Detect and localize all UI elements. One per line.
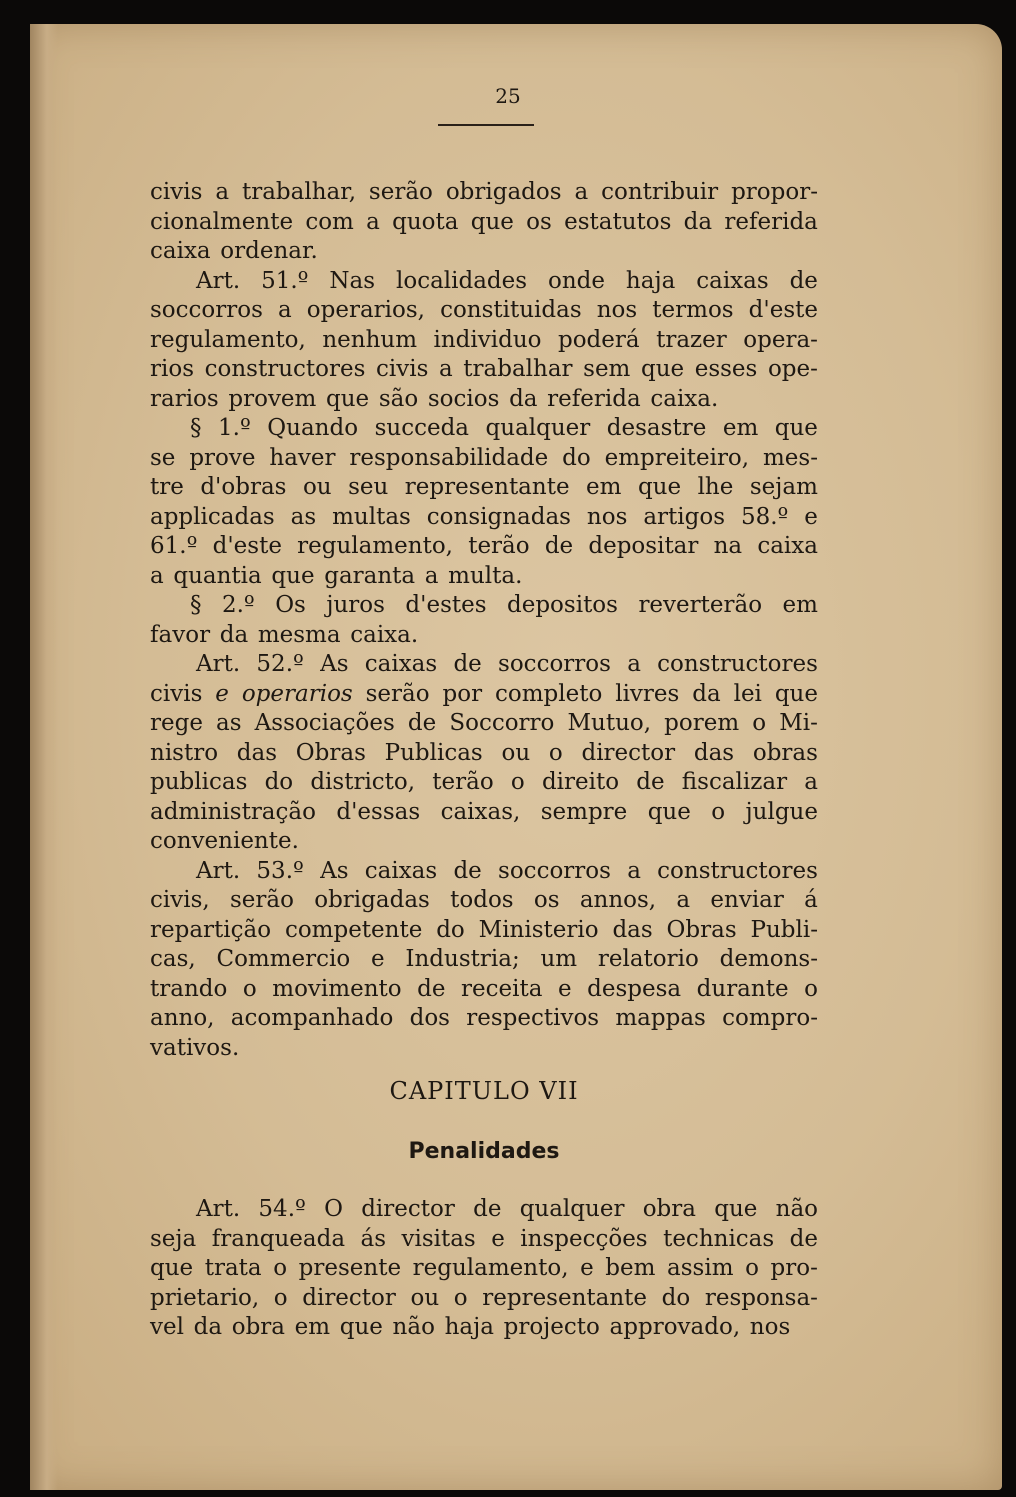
- paragraph-par2: [150, 591, 818, 650]
- text-line: seja franqueada ás visitas e inspecções technicas de: [150, 1225, 818, 1252]
- text-line: § 2.º Os juros d'estes depositos reverterão em: [190, 592, 818, 618]
- text-line: cionalmente com a quota que os estatutos da referida: [150, 208, 818, 235]
- text-line: regulamento, nenhum individuo poderá trazer opera-: [150, 326, 818, 353]
- text-line: applicadas as multas consignadas nos artigos 58.º e: [150, 503, 818, 530]
- text-line: § 1.º Quando succeda qualquer desastre em que: [190, 415, 818, 441]
- text-line: Art. 52.º As caixas de soccorros a constructores: [196, 651, 818, 677]
- text-line: cas, Commercio e Industria; um relatorio demons-: [150, 946, 818, 972]
- text-line: publicas do districto, terão o direito de fiscalizar a: [150, 769, 818, 795]
- text-line: se prove haver responsabilidade do empreiteiro, mes-: [150, 444, 818, 471]
- text-line: trando o movimento de receita e despesa durante o: [150, 975, 818, 1002]
- text-line: caixa ordenar.: [150, 238, 318, 264]
- chapter-subtitle: Penalidades: [408, 1139, 560, 1164]
- text-line: conveniente.: [150, 828, 299, 854]
- page-number: 25: [495, 84, 521, 108]
- text-line: a quantia que garanta a multa.: [150, 562, 523, 589]
- text-line: vel da obra em que não haja projecto approvado, nos: [150, 1314, 791, 1340]
- paragraph-art52: [150, 650, 818, 857]
- text-line: que trata o presente regulamento, e bem assim o pro-: [150, 1255, 818, 1281]
- page-number-rule: [438, 124, 534, 126]
- text-line: civis e operarios serão por completo livres da lei que: [150, 680, 818, 707]
- paragraph-p1: [150, 178, 818, 267]
- text-line: favor da mesma caixa.: [150, 621, 419, 648]
- text-line: soccorros a operarios, constituidas nos termos d'este: [150, 297, 818, 323]
- paragraph-art54: [150, 1195, 818, 1343]
- text-line: civis a trabalhar, serão obrigados a contribuir propor-: [150, 179, 818, 205]
- body-after-chapter: [150, 1195, 818, 1343]
- text-line: tre d'obras ou seu representante em que lhe sejam: [150, 474, 818, 500]
- text-line: 61.º d'este regulamento, terão de depositar na caixa: [150, 533, 818, 559]
- paragraph-art53: [150, 857, 818, 1064]
- body-before-chapter: [150, 178, 818, 1063]
- text-line: Art. 54.º O director de qualquer obra que não: [196, 1196, 818, 1222]
- text-line: Art. 53.º As caixas de soccorros a constructores: [196, 857, 818, 884]
- text-line: administração d'essas caixas, sempre que o julgue: [150, 798, 818, 825]
- book-spine-shadow: [30, 24, 58, 1490]
- text-line: nistro das Obras Publicas ou o director das obras: [150, 739, 818, 766]
- paragraph-par1: [150, 414, 818, 591]
- text-line: rios constructores civis a trabalhar sem que esses ope-: [150, 356, 818, 382]
- text-line: Art. 51.º Nas localidades onde haja caixas de: [196, 267, 818, 294]
- text-line: civis, serão obrigadas todos os annos, a enviar á: [150, 887, 818, 913]
- text-line: vativos.: [150, 1034, 240, 1061]
- text-line: repartição competente do Ministerio das Obras Publi-: [150, 916, 818, 943]
- text-line: rege as Associações de Soccorro Mutuo, porem o Mi-: [150, 710, 818, 736]
- text-line: rarios provem que são socios da referida caixa.: [150, 385, 719, 412]
- paragraph-art51: [150, 267, 818, 415]
- page-body: [150, 178, 818, 1343]
- text-line: prietario, o director ou o representante do responsa-: [150, 1284, 818, 1311]
- text-line: anno, acompanhado dos respectivos mappas compro-: [150, 1005, 818, 1031]
- chapter-title: CAPITULO VII: [389, 1077, 579, 1105]
